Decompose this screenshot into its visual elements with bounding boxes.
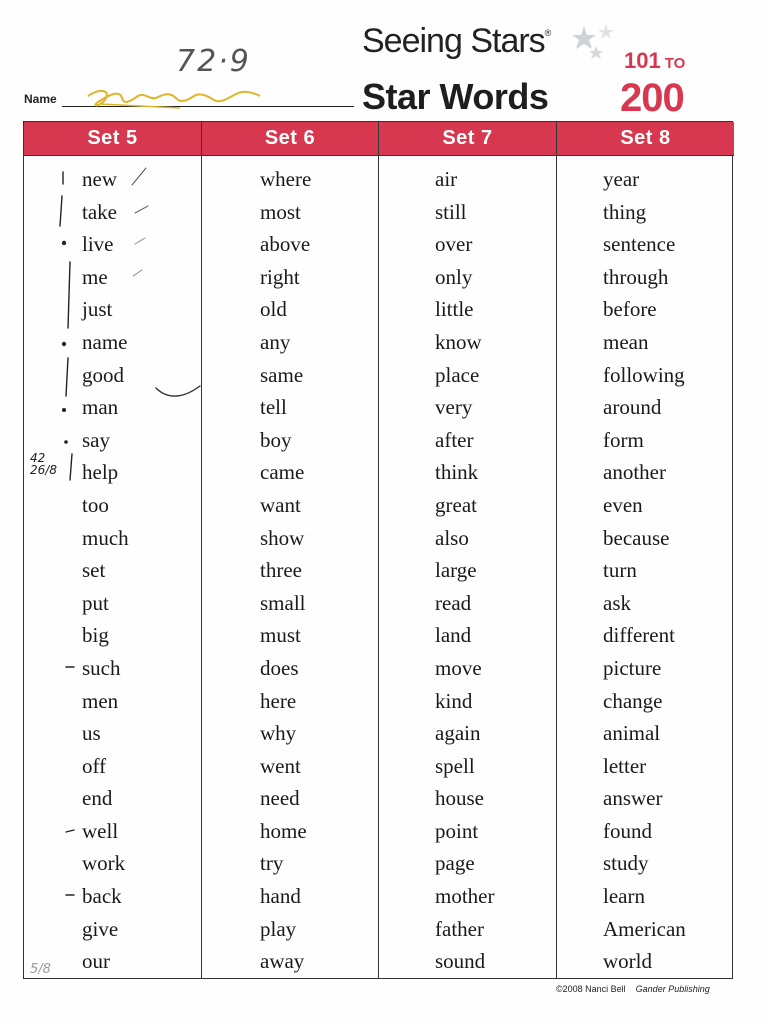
- word-item: away: [260, 949, 305, 974]
- set-7-header: Set 7: [379, 122, 556, 156]
- word-item: through: [603, 264, 669, 289]
- word-item: place: [435, 362, 480, 387]
- word-item: off: [82, 753, 107, 778]
- word-item: right: [260, 264, 300, 289]
- word-item: large: [435, 558, 477, 583]
- word-item: well: [82, 818, 119, 843]
- word-item: big: [82, 623, 109, 648]
- word-item: give: [82, 916, 119, 941]
- word-item: boy: [260, 427, 292, 452]
- brand-name: Seeing Stars: [362, 22, 545, 60]
- word-item: put: [82, 590, 109, 615]
- word-item: again: [435, 721, 481, 746]
- pencil-annotation-top: [168, 40, 308, 90]
- margin-note: [30, 452, 70, 476]
- set-6-words: [202, 156, 378, 978]
- name-label: Name: [24, 92, 57, 106]
- brand-logo: [362, 22, 550, 61]
- word-item: too: [82, 492, 109, 517]
- word-item: different: [603, 623, 675, 648]
- word-item: much: [82, 525, 129, 550]
- word-item: study: [603, 851, 649, 876]
- word-item: our: [82, 949, 110, 974]
- range-start: [624, 48, 685, 74]
- word-item: move: [435, 655, 482, 680]
- word-item: around: [603, 395, 662, 420]
- word-item: does: [260, 655, 299, 680]
- word-item: ask: [603, 590, 631, 615]
- word-item: such: [82, 655, 121, 680]
- set-5-header: Set 5: [24, 122, 201, 156]
- word-item: page: [435, 851, 475, 876]
- word-item: most: [260, 199, 301, 224]
- word-item: thing: [603, 199, 647, 224]
- word-item: tell: [260, 395, 287, 420]
- word-item: little: [435, 297, 474, 322]
- word-item: father: [435, 916, 484, 941]
- word-item: animal: [603, 721, 661, 746]
- set-6-column: [202, 122, 379, 978]
- word-item: mother: [435, 884, 495, 909]
- word-item: learn: [603, 884, 645, 909]
- word-item: help: [82, 460, 119, 485]
- word-item: only: [435, 264, 473, 289]
- range-to: TO: [664, 55, 686, 72]
- word-item: think: [435, 460, 479, 485]
- bottom-note: [30, 962, 51, 977]
- set-8-header: Set 8: [557, 122, 734, 156]
- word-item: us: [82, 721, 101, 746]
- word-item: house: [435, 786, 484, 811]
- word-item: above: [260, 232, 311, 257]
- word-item: sentence: [603, 232, 676, 257]
- set-8-words: [557, 156, 734, 978]
- word-item: before: [603, 297, 657, 322]
- word-item: answer: [603, 786, 663, 811]
- set-7-words: [379, 156, 556, 978]
- set-5-column: [24, 122, 202, 978]
- word-item: year: [603, 167, 640, 191]
- range-end: 200: [620, 76, 684, 120]
- word-item: great: [435, 492, 477, 517]
- word-item: world: [603, 949, 652, 974]
- word-item: name: [82, 329, 128, 354]
- word-item: play: [260, 916, 297, 941]
- word-item: because: [603, 525, 670, 550]
- word-item: just: [82, 297, 113, 322]
- word-item: point: [435, 818, 479, 843]
- word-item: kind: [435, 688, 473, 713]
- word-item: here: [260, 688, 297, 713]
- set-5-words: [24, 156, 201, 978]
- word-item: why: [260, 721, 297, 746]
- word-item: over: [435, 232, 473, 257]
- word-item: same: [260, 362, 304, 387]
- word-item: need: [260, 786, 300, 811]
- word-item: show: [260, 525, 305, 550]
- word-item: set: [82, 558, 106, 583]
- word-item: men: [82, 688, 119, 713]
- word-item: another: [603, 460, 666, 485]
- word-item: also: [435, 525, 469, 550]
- word-item: still: [435, 199, 467, 224]
- word-item: form: [603, 427, 644, 452]
- word-item: letter: [603, 753, 647, 778]
- word-item: mean: [603, 329, 649, 354]
- word-item: me: [82, 264, 108, 289]
- margin-note-text: 42 26/8: [30, 451, 57, 477]
- word-item: know: [435, 329, 482, 354]
- word-item: good: [82, 362, 124, 387]
- copyright: ©2008 Nanci Bell: [556, 984, 626, 994]
- word-item: found: [603, 818, 652, 843]
- word-item: turn: [603, 558, 637, 583]
- word-item: hand: [260, 884, 301, 909]
- word-item: try: [260, 851, 284, 876]
- word-item: change: [603, 688, 663, 713]
- word-item: read: [435, 590, 472, 615]
- bottom-note-text: 5/8: [30, 962, 51, 977]
- word-table: [23, 121, 733, 979]
- publisher: Gander Publishing: [635, 984, 710, 994]
- word-item: even: [603, 492, 643, 517]
- word-item: spell: [435, 753, 475, 778]
- word-item: say: [82, 427, 110, 452]
- page-title: Star Words: [362, 76, 549, 117]
- footer: [556, 984, 710, 994]
- word-item: take: [82, 199, 117, 224]
- word-item: following: [603, 362, 685, 387]
- set-6-header: Set 6: [202, 122, 378, 156]
- pencil-annotation-text: 72·9: [176, 44, 251, 79]
- word-item: sound: [435, 949, 486, 974]
- word-item: any: [260, 329, 291, 354]
- word-item: very: [435, 395, 473, 420]
- stars-icon: [570, 24, 630, 64]
- word-item: end: [82, 786, 113, 811]
- range-start-number: 101: [624, 48, 661, 73]
- word-item: where: [260, 167, 312, 191]
- word-item: went: [260, 753, 301, 778]
- word-item: picture: [603, 655, 662, 680]
- word-item: back: [82, 884, 122, 909]
- registered-mark: ®: [544, 28, 551, 38]
- word-item: work: [82, 851, 126, 876]
- word-item: new: [82, 167, 117, 191]
- word-item: after: [435, 427, 474, 452]
- word-item: must: [260, 623, 301, 648]
- word-item: old: [260, 297, 287, 322]
- word-item: land: [435, 623, 472, 648]
- word-item: live: [82, 232, 114, 257]
- word-item: air: [435, 167, 458, 191]
- word-item: want: [260, 492, 301, 517]
- word-item: man: [82, 395, 119, 420]
- set-7-column: [379, 122, 557, 978]
- word-item: small: [260, 590, 306, 615]
- word-item: American: [603, 916, 686, 941]
- word-item: home: [260, 818, 307, 843]
- word-item: three: [260, 558, 302, 583]
- word-item: came: [260, 460, 305, 485]
- set-8-column: [557, 122, 734, 978]
